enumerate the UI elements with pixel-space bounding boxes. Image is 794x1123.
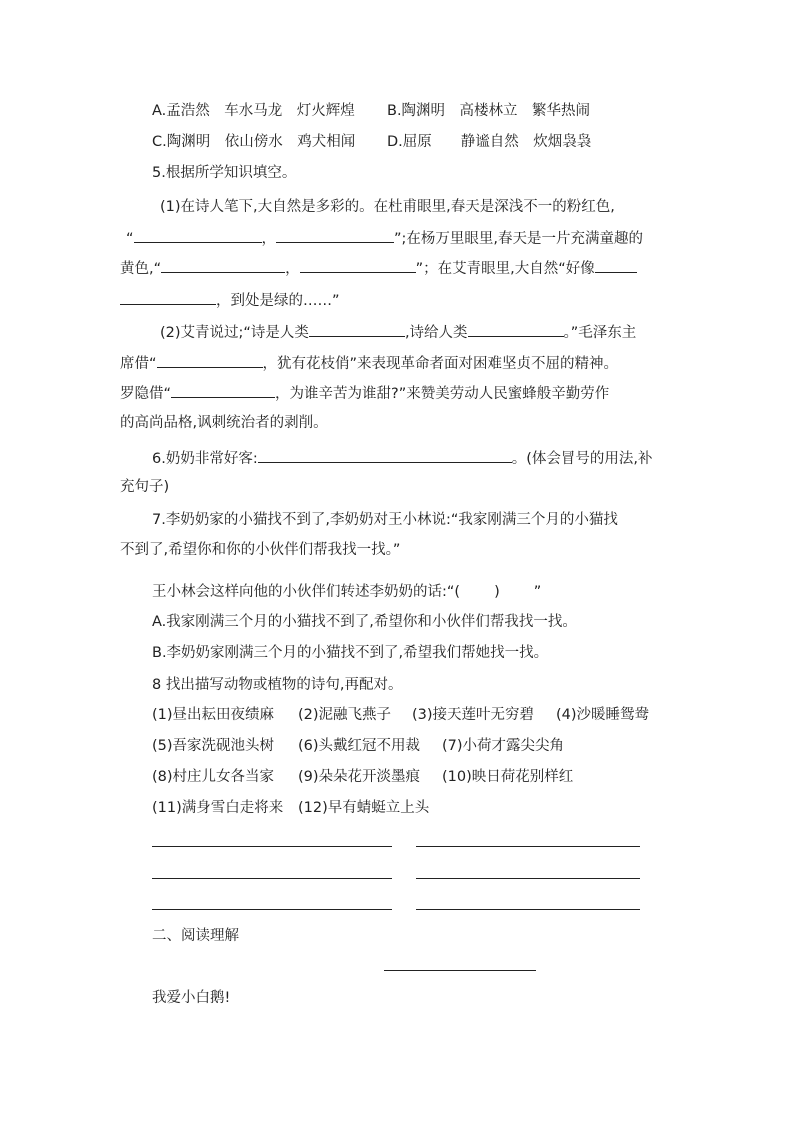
q8-item-5: (5)吾家洗砚池头树 [152,738,275,754]
q4-option-c: C.陶渊明 依山傍水 鸡犬相闻 [152,134,356,150]
q5-p2-l1-head: (2)艾青说过;“诗是人类 [160,325,309,341]
q8-title: 8 找出描写动物或植物的诗句,再配对。 [152,677,403,693]
q8-answer-line[interactable] [416,846,640,847]
q8-answer-line[interactable] [416,909,640,910]
q5-p1-line1: (1)在诗人笔下,大自然是多彩的。在杜甫眼里,春天是深浅不一的粉红色, [160,199,615,215]
reading-title-line [384,970,536,971]
q8-item-4: (4)沙暖睡鸳鸯 [556,707,650,723]
q6-line2: 充句子) [120,479,170,495]
q8-item-3: (3)接天莲叶无穷碧 [412,707,535,723]
q5-p2-line1 [160,321,636,343]
q4-option-d: D.屈原 静谧自然 炊烟袅袅 [387,134,592,150]
q5-p2-l3-head: 罗隐借“ [120,386,172,402]
q8-item-10: (10)映日荷花别样红 [442,769,574,785]
q8-item-7: (7)小荷才露尖尖角 [442,738,565,754]
section2-title: 二、阅读理解 [152,928,239,944]
q8-answer-line[interactable] [152,909,392,910]
q7-question-quote: ” [533,584,542,600]
q6-line1 [152,447,653,469]
q8-answer-line[interactable] [152,878,392,879]
q8-item-2: (2)泥融飞燕子 [298,707,392,723]
q5-blank-4[interactable] [300,257,416,273]
q5-p2-l3-tail: ，为谁辛苦为谁甜?”来赞美劳动人民蜜蜂般辛勤劳作 [275,386,610,402]
q6-tail: 。(体会冒号的用法,补 [511,451,653,467]
q5-p2-l1-mid: ,诗给人类 [404,325,468,341]
q5-p2-line4: 的高尚品格,讽刺统治者的剥削。 [120,415,328,431]
q8-item-12: (12)早有蜻蜓立上头 [298,800,430,816]
q8-item-6: (6)头戴红冠不用裁 [298,738,421,754]
q8-item-11: (11)满身雪白走将来 [152,800,284,816]
q5-p1-l2-open: “ [126,231,134,247]
q6-head: 6.奶奶非常好客: [152,451,258,467]
q8-item-8: (8)村庄儿女各当家 [152,769,275,785]
q5-p2-line2 [120,352,618,374]
q7-option-a: A.我家刚满三个月的小猫找不到了,希望你和小伙伴们帮我找一找。 [152,614,577,630]
q5-title: 5.根据所学知识填空。 [152,165,297,181]
q7-question-head: 王小林会这样向他的小伙伴们转述李奶奶的话:“( [152,584,461,600]
q5-blank-3[interactable] [161,257,285,273]
q5-blank-7[interactable] [468,321,564,337]
q5-p1-line3 [120,257,637,279]
q5-blank-1[interactable] [134,227,262,243]
essay-title: 我爱小白鹅! [152,990,231,1006]
q5-p1-l3-head: 黄色,“ [120,261,162,277]
q5-p1-l4-tail: ，到处是绿的……” [216,293,340,309]
q5-blank-5b[interactable] [120,289,216,305]
q7-question [152,582,541,602]
q5-p2-l2-tail: ，犹有花枝俏”来表现革命者面对困难坚贞不屈的精神。 [262,356,619,372]
q7-line2: 不到了,希望你和你的小伙伴们帮我找一找。” [120,542,401,558]
q4-option-a: A.孟浩然 车水马龙 灯火辉煌 [152,103,355,119]
q5-p1-line2 [126,227,643,249]
q5-p1-l2-comma: ， [261,231,277,247]
q8-answer-line[interactable] [152,846,392,847]
q5-p1-l3-comma: ， [285,261,300,277]
q7-option-b: B.李奶奶家刚满三个月的小猫找不到了,希望我们帮她找一找。 [152,645,549,661]
q8-item-1: (1)昼出耘田夜绩麻 [152,707,275,723]
q5-blank-9[interactable] [171,382,275,398]
q7-line1: 7.李奶奶家的小猫找不到了,李奶奶对王小林说:“我家刚满三个月的小猫找 [152,512,618,528]
q6-blank[interactable] [258,447,512,463]
q5-p2-l2-head: 席借“ [120,356,157,372]
q5-blank-2[interactable] [276,227,394,243]
q8-item-9: (9)朵朵花开淡墨痕 [298,769,421,785]
q5-p2-l1-tail: 。”毛泽东主 [563,325,637,341]
q5-p1-line4 [120,289,340,311]
q5-blank-5a[interactable] [595,257,637,273]
q5-p1-l2-tail: ”;在杨万里眼里,春天是一片充满童趣的 [394,231,644,247]
q4-option-b: B.陶渊明 高楼林立 繁华热闹 [387,103,591,119]
q7-question-paren: ) [494,584,500,600]
q5-blank-6[interactable] [309,321,405,337]
q8-answer-line[interactable] [416,878,640,879]
q5-p1-l3-tail: ”；在艾青眼里,大自然“好像 [415,261,595,277]
q5-blank-8[interactable] [157,352,263,368]
q5-p2-line3 [120,382,609,404]
